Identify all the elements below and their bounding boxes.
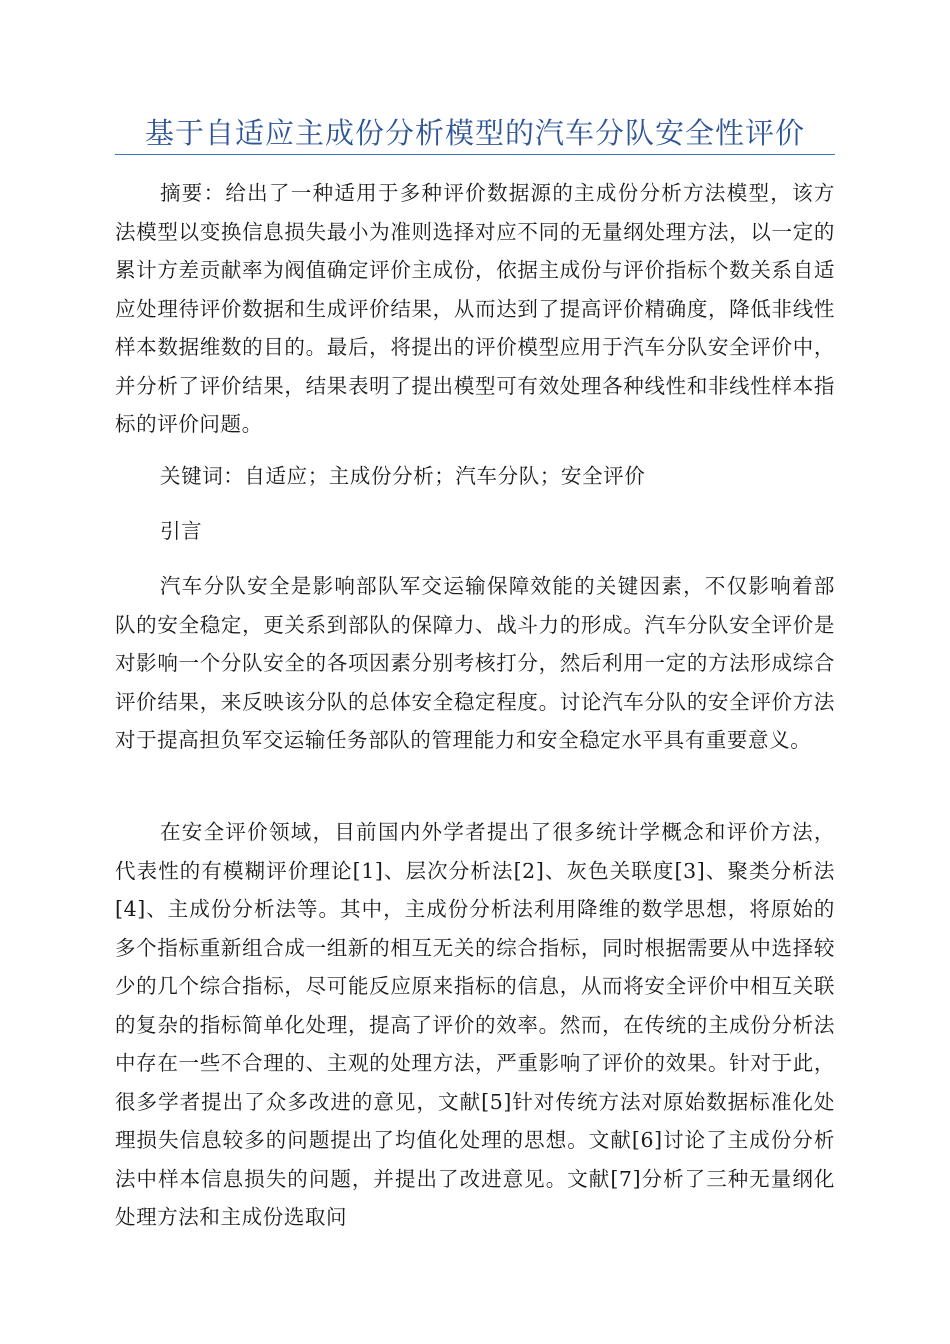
body-paragraph-2: 在安全评价领域，目前国内外学者提出了很多统计学概念和评价方法，代表性的有模糊评价理论[1]、层次分析法[2]、灰色关联度[3]、聚类分析法[4]、主成份分析法等。其中，主成份分析法利用降维的数学思想，将原始的多个指标重新组合成一组新的相互无关的综合指标，同时根据需要从中选择较少的几个综合指标，尽可能反应原来指标的信息，从而将安全评价中相互关联的复杂的指标简单化处理，提高了评价的效率。然而，在传统的主成份分析法中存在一些不合理的、主观的处理方法，严重影响了评价的效果。针对于此，很多学者提出了众多改进的意见，文献[5]针对传统方法对原始数据标准化处理损失信息较多的问题提出了均值化处理的思想。文献[6]讨论了主成份分析法中样本信息损失的问题，并提出了改进意见。文献[7]分析了三种无量纲化处理方法和主成份选取问 bbox=[115, 820, 835, 1229]
title-underline bbox=[115, 154, 835, 155]
document-title: 基于自适应主成份分析模型的汽车分队安全性评价 bbox=[144, 116, 805, 150]
intro-heading: 引言 bbox=[160, 519, 203, 543]
abstract-paragraph: 摘要：给出了一种适用于多种评价数据源的主成份分析方法模型，该方法模型以变换信息损失最小为准则选择对应不同的无量纲处理方法，以一定的累计方差贡献率为阀值确定评价主成份，依据主成份与评价指标个数关系自适应处理待评价数据和生成评价结果，从而达到了提高评价精确度，降低非线性样本数据维数的目的。最后，将提出的评价模型应用于汽车分队安全评价中，并分析了评价结果，结果表明了提出模型可有效处理各种线性和非线性样本指标的评价问题。 bbox=[115, 181, 835, 436]
keywords-line: 关键词：自适应；主成份分析；汽车分队；安全评价 bbox=[160, 464, 646, 488]
body-paragraph-1: 汽车分队安全是影响部队军交运输保障效能的关键因素，不仅影响着部队的安全稳定，更关系到部队的保障力、战斗力的形成。汽车分队安全评价是对影响一个分队安全的各项因素分别考核打分，然后利用一定的方法形成综合评价结果，来反映该分队的总体安全稳定程度。讨论汽车分队的安全评价方法对于提高担负军交运输任务部队的管理能力和安全稳定水平具有重要意义。 bbox=[115, 574, 835, 752]
